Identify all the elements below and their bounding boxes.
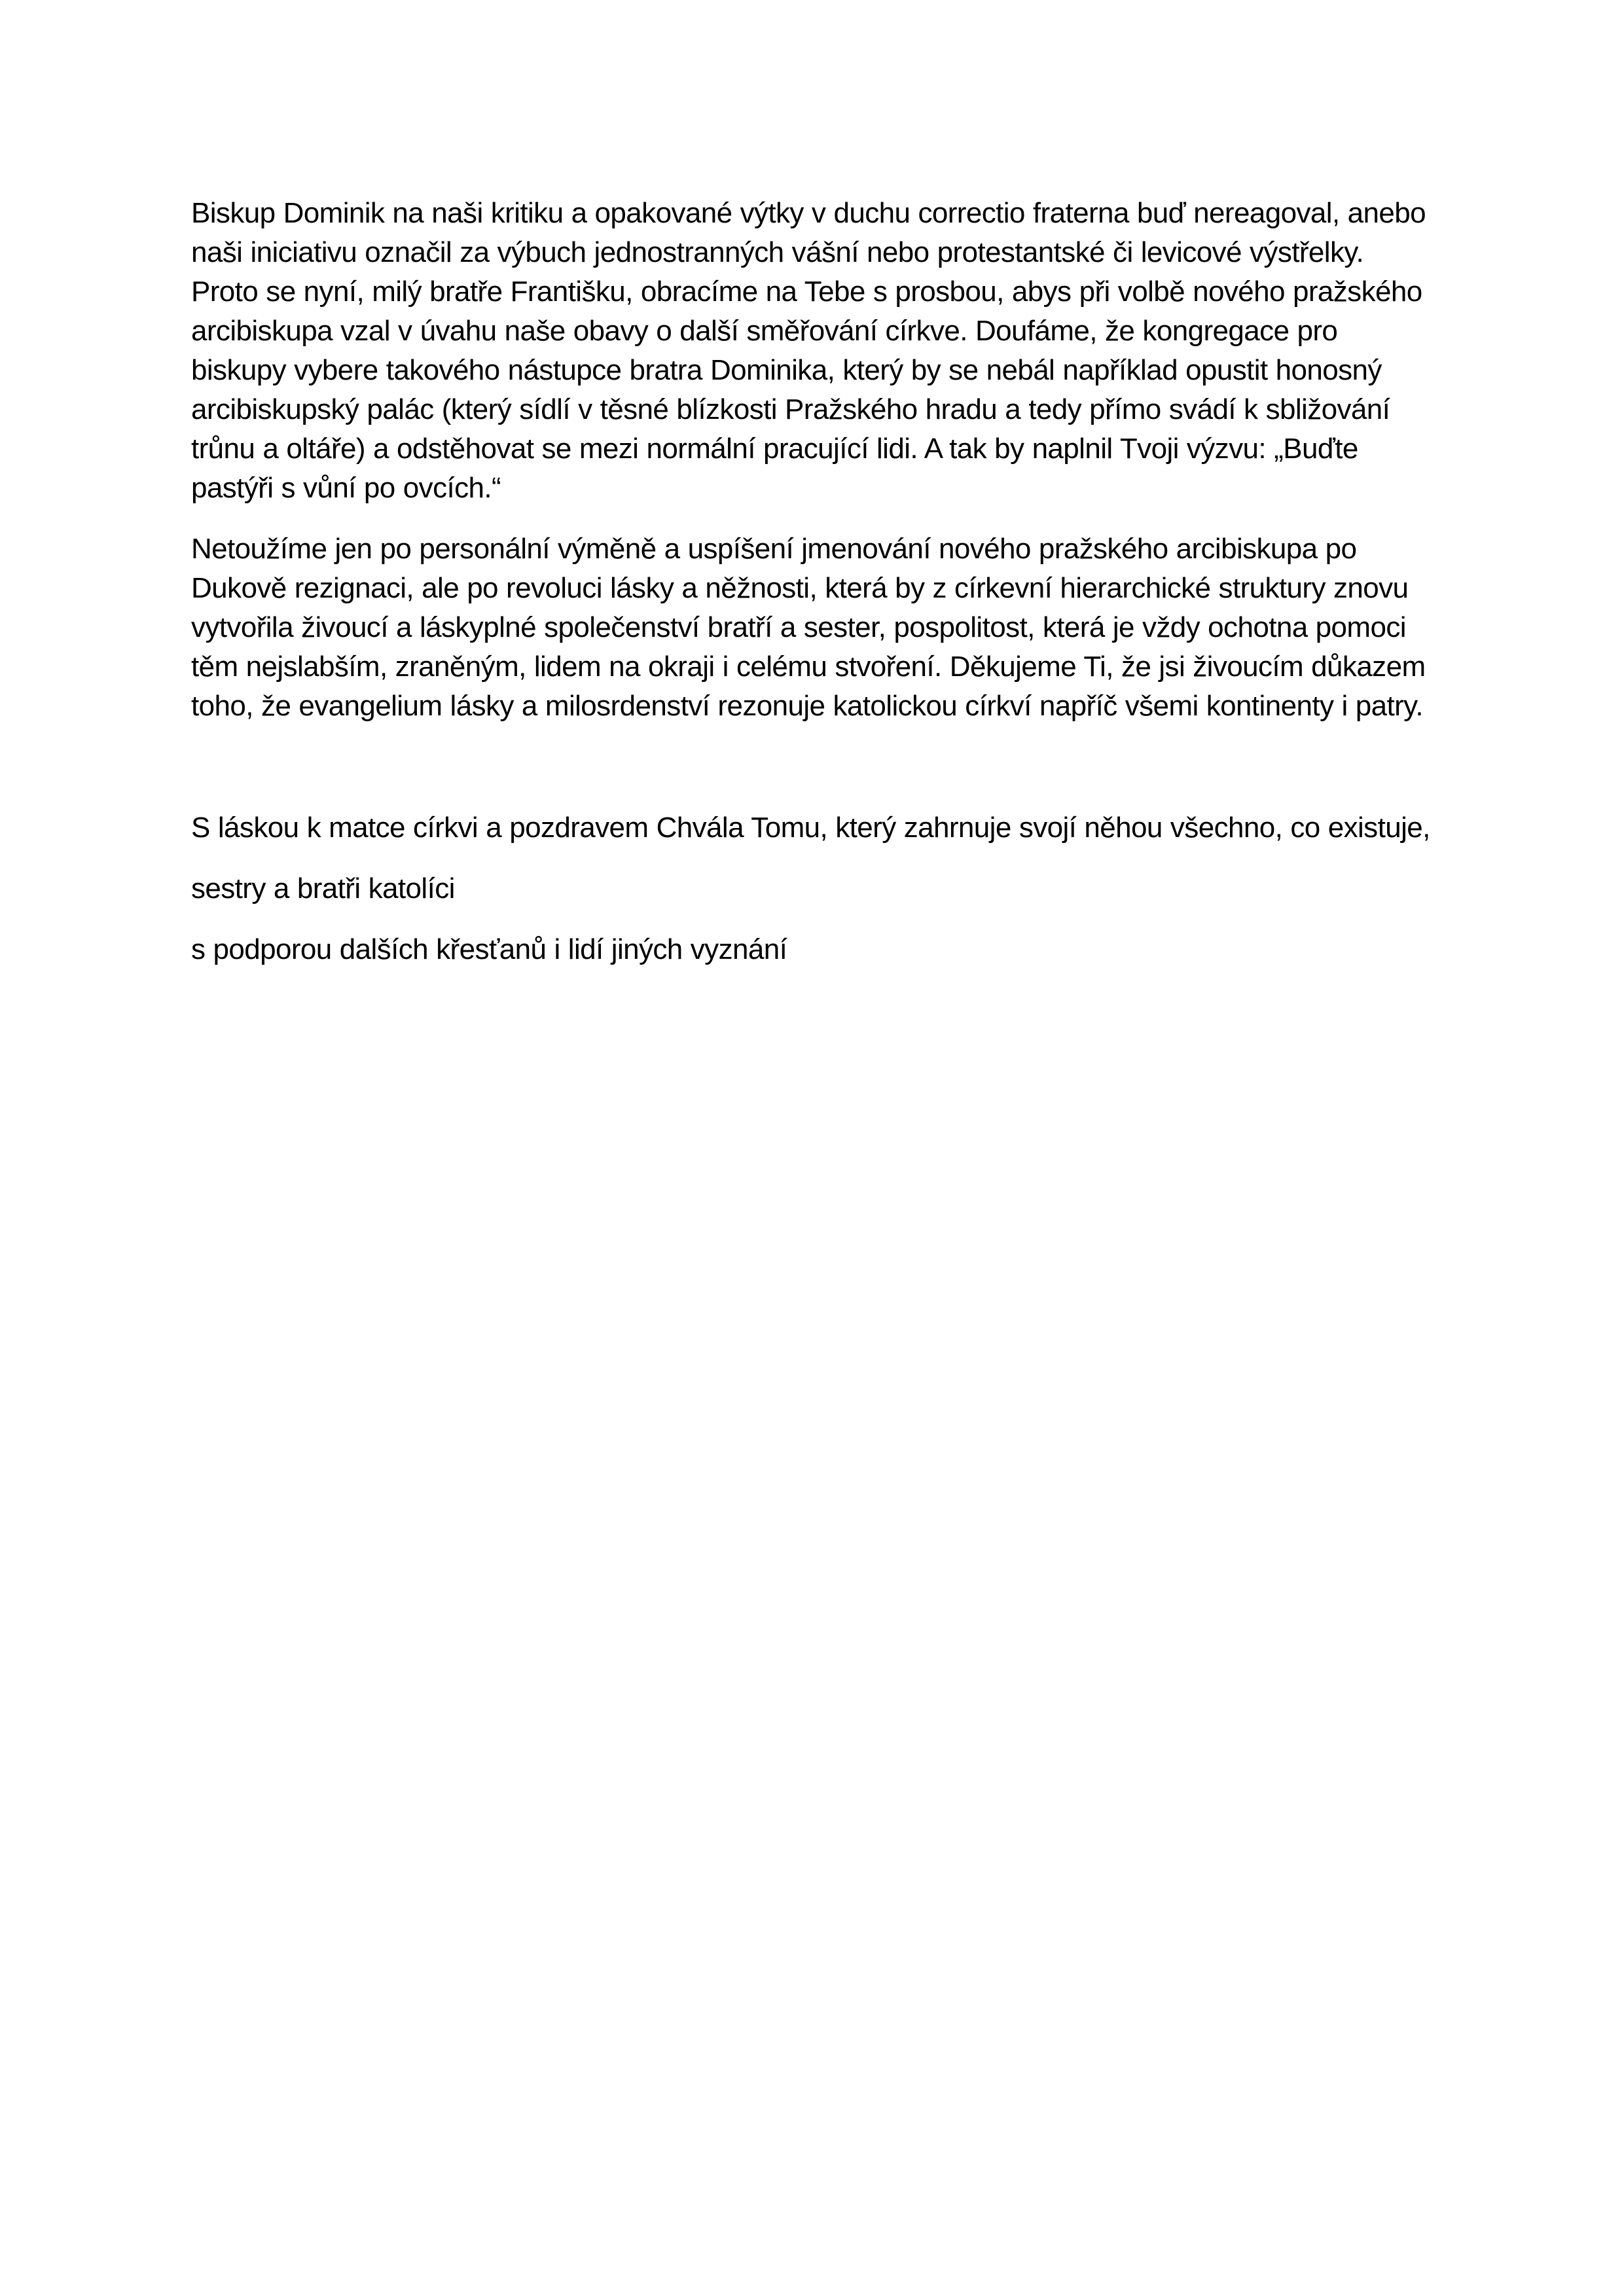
empty-line <box>191 747 1438 808</box>
closing-line-support: s podporou dalších křesťanů i lidí jiných vyznání <box>191 933 787 965</box>
body-paragraph-1: Biskup Dominik na naši kritiku a opakované výtky v duchu correctio fraterna buď nereagoval, anebo naši iniciativu označil za výbuch jednostranných vášní nebo protestantské či levicové výstřelky. Proto se nyní, milý bratře Františku, obracíme na Tebe s prosbou, abys při volbě nového pražského arcibiskupa vzal v úvahu naše obavy o další směřování církve. Doufáme, že kongregace pro biskupy vybere takového nástupce bratra Dominika, který by se nebál například opustit honosný arcibiskupský palác (který sídlí v těsné blízkosti Pražského hradu a tedy přímo svádí k sbližování trůnu a oltáře) a odstěhovat se mezi normální pracující lidi. A tak by naplnil Tvoji výzvu: „Buďte pastýři s vůní po ovcích.“ <box>191 197 1426 504</box>
closing-line-greeting: S láskou k matce církvi a pozdravem Chvála Tomu, který zahrnuje svojí něhou všechno, co existuje, <box>191 812 1430 844</box>
closing-line-signature: sestry a bratři katolíci <box>191 872 455 905</box>
text-block <box>191 194 1438 991</box>
body-paragraph-2: Netoužíme jen po personální výměně a uspíšení jmenování nového pražského arcibiskupa po Dukově rezignaci, ale po revoluci lásky a něžnosti, která by z církevní hierarchické struktury znovu vytvořila živoucí a láskyplné společenství bratří a sester, pospolitost, která je vždy ochotna pomoci těm nejslabším, zraněným, lidem na okraji i celému stvoření. Děkujeme Ti, že jsi živoucím důkazem toho, že evangelium lásky a milosrdenství rezonuje katolickou církví napříč všemi kontinenty i patry. <box>191 533 1426 722</box>
